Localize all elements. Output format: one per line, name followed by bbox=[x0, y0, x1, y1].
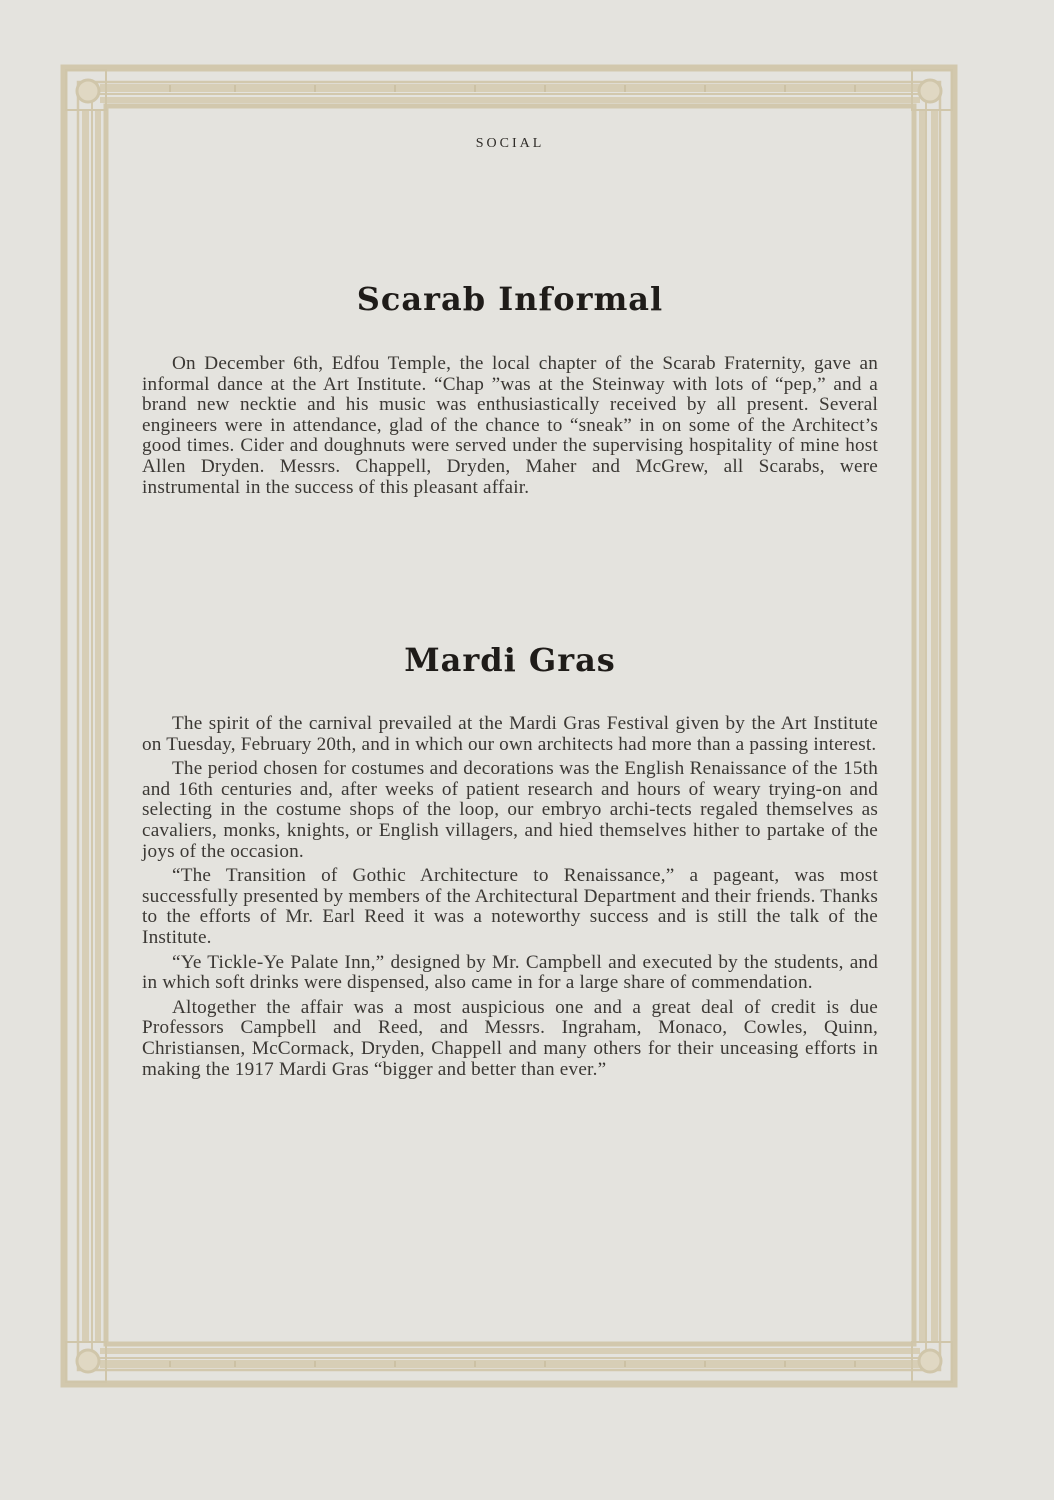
article-title-scarab-informal: Scarab Informal bbox=[356, 280, 664, 318]
section-header: SOCIAL bbox=[475, 136, 545, 151]
paragraph: “The Transition of Gothic Architecture to Renaissance,” a pageant, was most successfully presented by members of the Architectural Department and their friends. Thanks to the efforts of Mr. Earl Reed it was a noteworthy success and is still the talk of the Institute. bbox=[142, 865, 878, 948]
paragraph: The spirit of the carnival prevailed at the Mardi Gras Festival given by the Art Institute on Tuesday, February 20th, and in which our own architects had more than a passing interest. bbox=[142, 713, 878, 755]
paragraph: On December 6th, Edfou Temple, the local chapter of the Scarab Fraternity, gave an informal dance at the Art Institute. “Chap ”was at the Steinway with lots of “pep,” and a brand new necktie and his music was enthusiastically received by all present. Several engineers were in attendance, glad of the chance to “sneak” in on some of the Architect’s good times. Cider and doughnuts were served under the supervising hospitality of mine host Allen Dryden. Messrs. Chappell, Dryden, Maher and McGrew, all Scarabs, were instrumental in the success of this pleasant affair. bbox=[142, 353, 878, 498]
paragraph: “Ye Tickle-Ye Palate Inn,” designed by Mr. Campbell and executed by the students, and in which soft drinks were dispensed, also came in for a large share of commendation. bbox=[142, 951, 878, 994]
paragraph: The period chosen for costumes and decorations was the English Renaissance of the 15th and 16th centuries and, after weeks of patient research and hours of weary trying-on and selecting in the costume shops of the loop, our embryo archi-tects regaled themselves as cavaliers, monks, knights, or English villagers, and hied themselves hither to partake of the joys of the occasion. bbox=[142, 758, 878, 862]
paragraph: Altogether the affair was a most auspicious one and a great deal of credit is due Professors Campbell and Reed, and Messrs. Ingraham, Monaco, Cowles, Quinn, Christiansen, McCormack, Dryden, Chappell and many others for their unceasing efforts in making the 1917 Mardi Gras “bigger and better than ever.” bbox=[142, 996, 878, 1080]
article-body-scarab-informal bbox=[142, 354, 878, 502]
article-title-mardi-gras: Mardi Gras bbox=[404, 641, 616, 679]
article-body-mardi-gras bbox=[142, 714, 878, 1084]
